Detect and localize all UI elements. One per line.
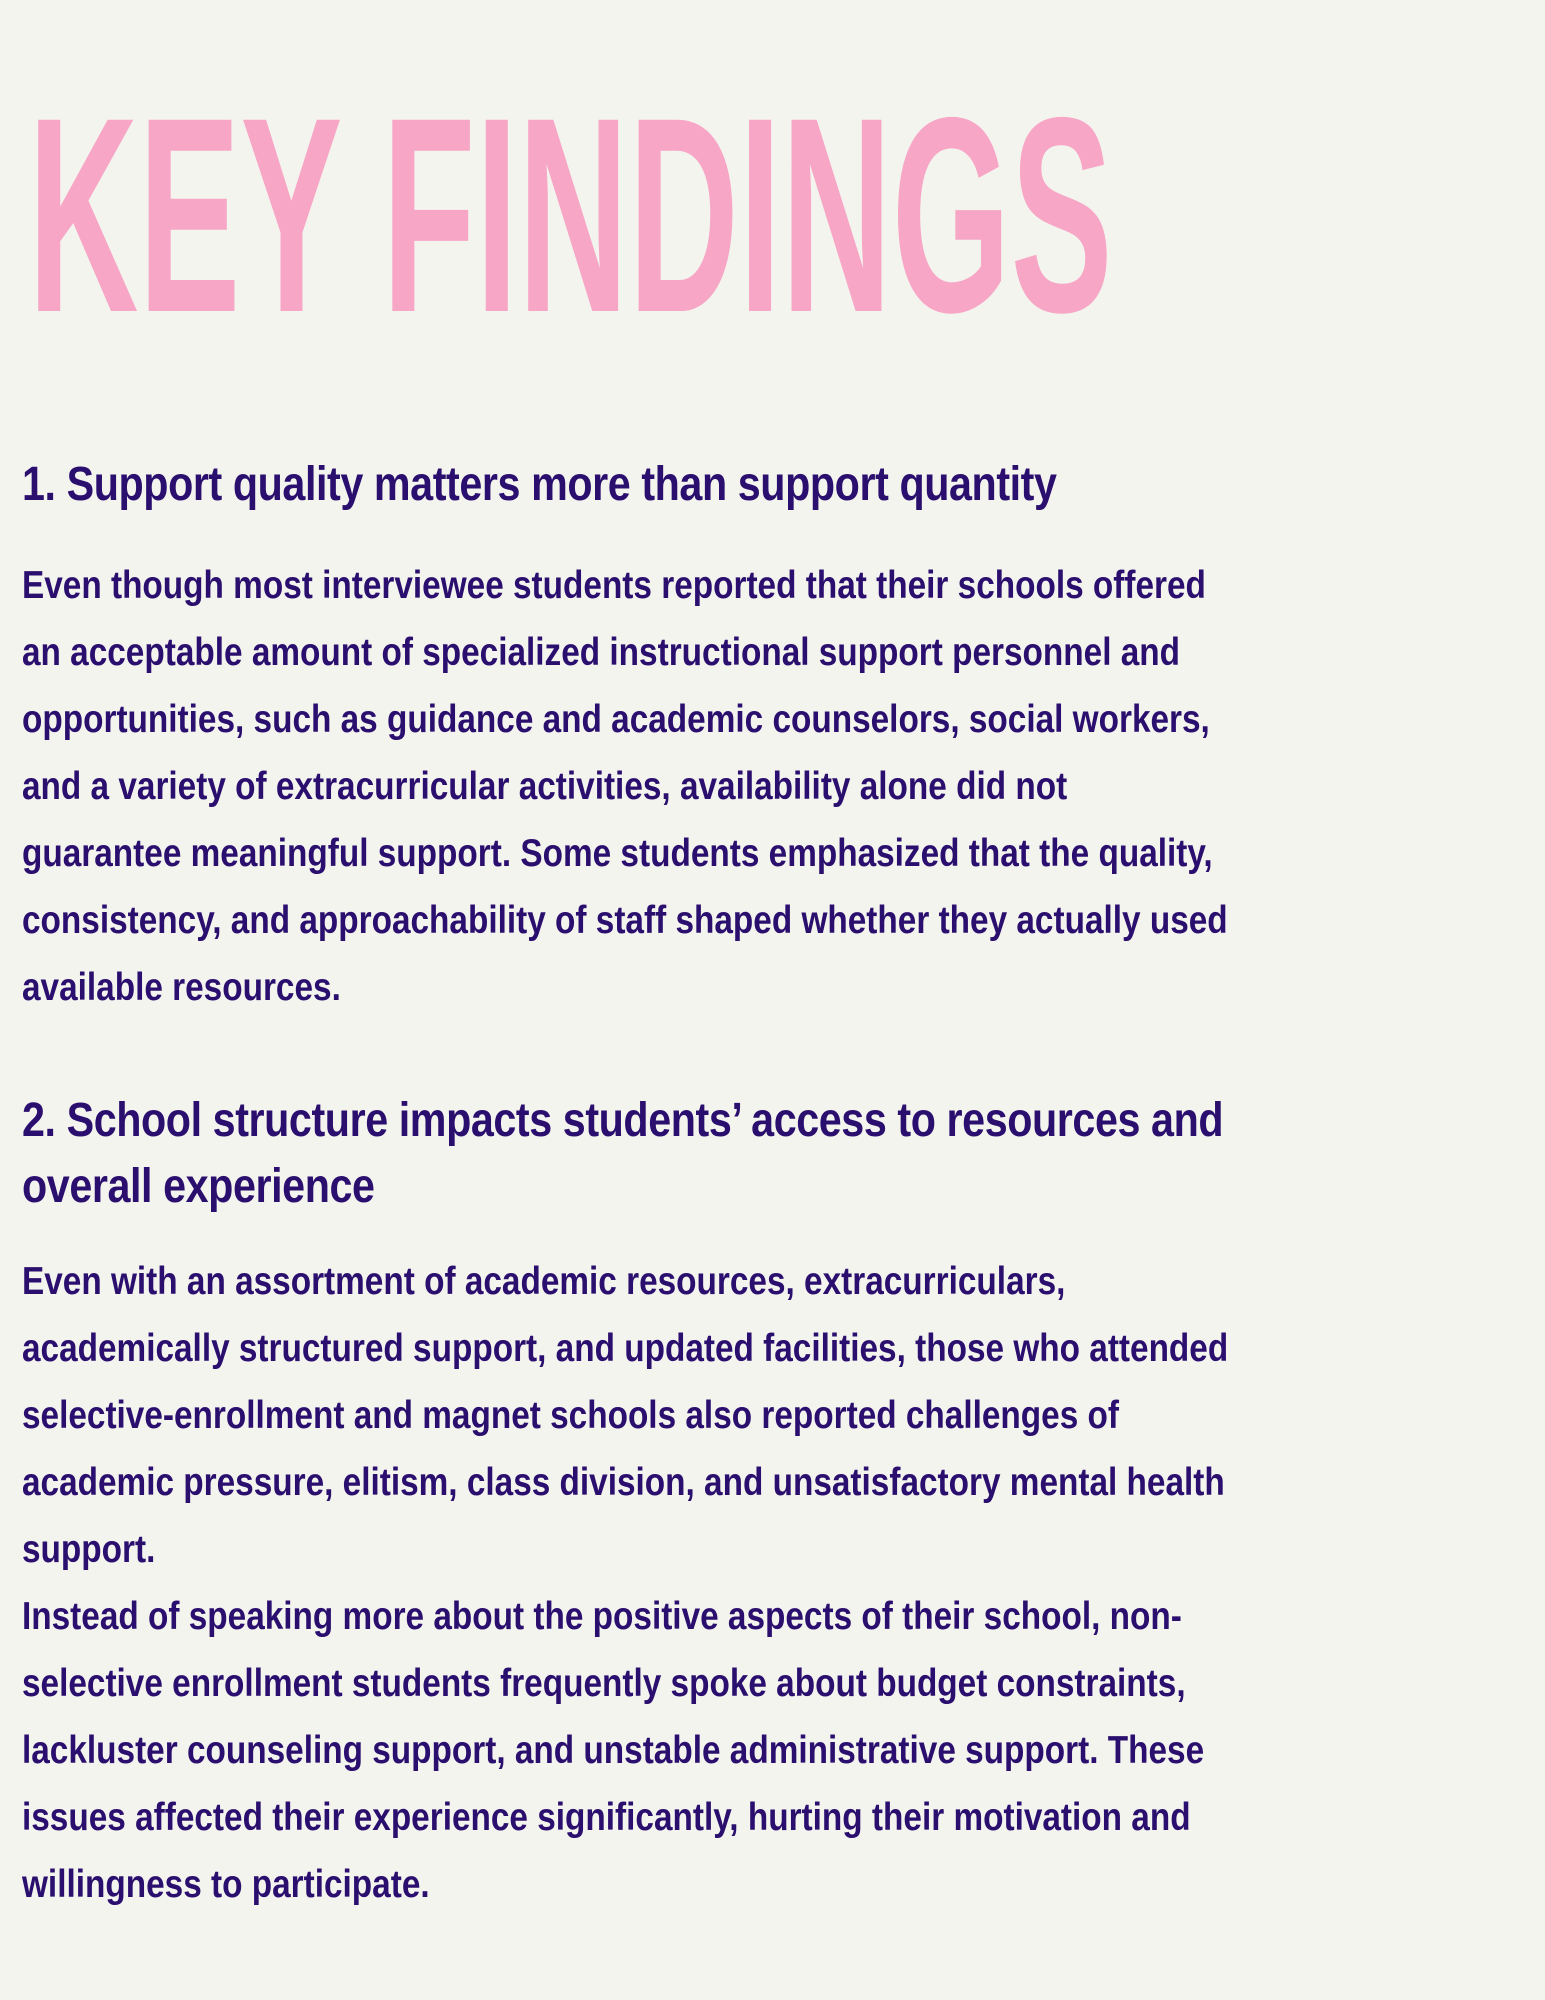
paragraph-line: available resources. [22,966,341,1009]
finding-2-heading-line: overall experience [22,1160,375,1213]
paragraph-line: guarantee meaningful support. Some students emphasized that the quality, [22,832,1213,875]
finding-2-paragraph-2 [22,1583,1305,1918]
paragraph-line: issues affected their experience significantly, hurting their motivation and [22,1796,1191,1839]
paragraph-line: Even with an assortment of academic resources, extracurriculars, [22,1260,1066,1303]
paragraph-line: opportunities, such as guidance and academic counselors, social workers, [22,698,1210,741]
paragraph-line: academically structured support, and updated facilities, those who attended [22,1327,1229,1370]
paragraph-line: willingness to participate. [22,1863,430,1906]
paragraph-line: consistency, and approachability of staff shaped whether they actually used [22,899,1228,942]
paragraph-line: Instead of speaking more about the positive aspects of their school, non- [22,1595,1182,1638]
paragraph-line: academic pressure, elitism, class division, and unsatisfactory mental health [22,1461,1225,1504]
finding-1-heading [22,452,1312,518]
finding-2-heading [22,1088,1312,1220]
paragraph-line: selective enrollment students frequently spoke about budget constraints, [22,1662,1186,1705]
paragraph-line: and a variety of extracurricular activities, availability alone did not [22,765,1068,808]
finding-2-paragraph-1 [22,1248,1305,1583]
paragraph-line: support. [22,1528,156,1571]
paragraph-line: an acceptable amount of specialized instructional support personnel and [22,631,1181,674]
page-title: KEY FINDINGS [28,59,1113,370]
finding-1-heading-line: 1. Support quality matters more than support quantity [22,458,1057,511]
finding-2-heading-line: 2. School structure impacts students’ access to resources and [22,1094,1224,1147]
paragraph-line: selective-enrollment and magnet schools also reported challenges of [22,1394,1119,1437]
finding-2-section [22,1088,1522,1918]
finding-1-section [22,452,1522,1021]
finding-1-paragraph [22,552,1305,1021]
paragraph-line: lackluster counseling support, and unstable administrative support. These [22,1729,1205,1772]
paragraph-line: Even though most interviewee students reported that their schools offered [22,564,1206,607]
